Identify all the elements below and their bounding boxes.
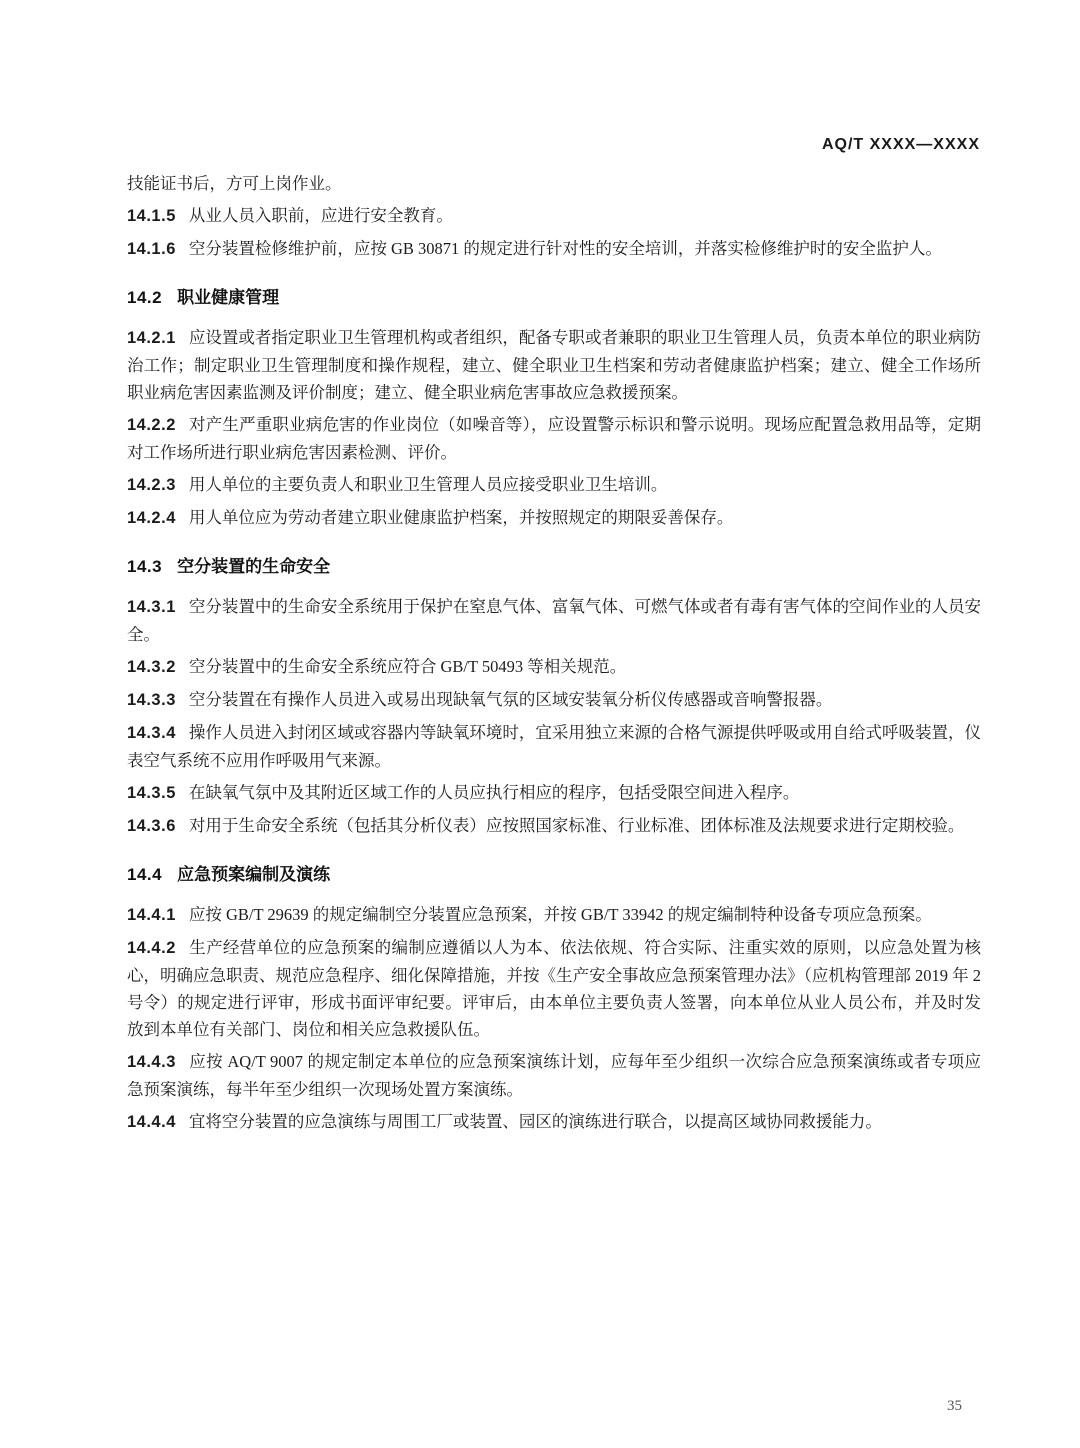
clause-text: 空分装置中的生命安全系统应符合 GB/T 50493 等相关规范。 <box>188 657 627 676</box>
clause-paragraph <box>127 471 981 499</box>
clause-paragraph <box>127 812 981 840</box>
clause-text: 应急预案编制及演练 <box>177 865 331 884</box>
clause-text: 应按 GB/T 29639 的规定编制空分装置应急预案，并按 GB/T 33942 的规定编制特种设备专项应急预案。 <box>188 905 932 924</box>
section-heading <box>127 861 981 888</box>
clause-paragraph <box>127 593 981 648</box>
clause-paragraph <box>127 411 981 466</box>
clause-paragraph <box>127 686 981 714</box>
continuation-paragraph <box>127 170 981 197</box>
clause-text: 从业人员入职前，应进行安全教育。 <box>188 206 453 225</box>
clause-paragraph <box>127 202 981 230</box>
clause-number: 14.3 <box>127 557 163 576</box>
clause-text: 职业健康管理 <box>177 288 280 307</box>
clause-paragraph <box>127 719 981 774</box>
clause-text: 用人单位应为劳动者建立职业健康监护档案，并按照规定的期限妥善保存。 <box>188 508 734 527</box>
clause-number: 14.3.3 <box>127 691 176 709</box>
clause-number: 14.2.1 <box>127 329 176 347</box>
clause-number: 14.4.2 <box>127 939 176 957</box>
clause-paragraph <box>127 934 981 1043</box>
clause-paragraph <box>127 653 981 681</box>
clause-number: 14.2.3 <box>127 476 176 494</box>
clause-number: 14.3.4 <box>127 724 176 742</box>
document-body <box>127 170 981 1141</box>
clause-text: 用人单位的主要负责人和职业卫生管理人员应接受职业卫生培训。 <box>188 475 668 494</box>
clause-paragraph <box>127 779 981 807</box>
clause-text: 空分装置在有操作人员进入或易出现缺氧气氛的区域安装氧分析仪传感器或音响警报器。 <box>188 690 833 709</box>
clause-text: 空分装置中的生命安全系统用于保护在窒息气体、富氧气体、可燃气体或者有毒有害气体的空间作业的人员安全。 <box>127 597 981 644</box>
clause-number: 14.3.6 <box>127 817 176 835</box>
clause-number: 14.2.2 <box>127 416 176 434</box>
clause-number: 14.4.4 <box>127 1113 176 1131</box>
doc-code-header: AQ/T XXXX—XXXX <box>821 136 980 153</box>
clause-number: 14.3.2 <box>127 658 176 676</box>
clause-number: 14.3.5 <box>127 784 176 802</box>
clause-text: 应设置或者指定职业卫生管理机构或者组织，配备专职或者兼职的职业卫生管理人员，负责本单位的职业病防治工作；制定职业卫生管理制度和操作规程，建立、健全职业卫生档案和劳动者健康监护档案；建立、健全工作场所职业病危害因素监测及评价制度；建立、健全职业病危害事故应急救援预案。 <box>127 328 981 402</box>
clause-paragraph <box>127 235 981 263</box>
clause-text: 宜将空分装置的应急演练与周围工厂或装置、园区的演练进行联合，以提高区域协同救援能力。 <box>188 1112 882 1131</box>
clause-text: 空分装置检修维护前，应按 GB 30871 的规定进行针对性的安全培训，并落实检修维护时的安全监护人。 <box>188 239 942 258</box>
clause-number: 14.1.6 <box>127 240 176 258</box>
clause-number: 14.4.1 <box>127 906 176 924</box>
clause-number: 14.4 <box>127 865 163 884</box>
clause-paragraph <box>127 324 981 406</box>
clause-paragraph <box>127 1048 981 1103</box>
section-heading <box>127 284 981 311</box>
clause-number: 14.1.5 <box>127 207 176 225</box>
clause-text: 生产经营单位的应急预案的编制应遵循以人为本、依法依规、符合实际、注重实效的原则，以应急处置为核心，明确应急职责、规范应急程序、细化保障措施，并按《生产安全事故应急预案管理办法》（应机构管理部 2019 年 2 号令）的规定进行评审，形成书面评审纪要。评审后，由本单位主要负责人签署，向本单位从业人员公布，并及时发放到本单位有关部门、岗位和相关应急救援队伍。 <box>127 938 981 1039</box>
clause-text: 对产生严重职业病危害的作业岗位（如噪音等），应设置警示标识和警示说明。现场应配置急救用品等，定期对工作场所进行职业病危害因素检测、评价。 <box>127 415 981 462</box>
clause-paragraph <box>127 504 981 532</box>
clause-text: 操作人员进入封闭区域或容器内等缺氧环境时，宜采用独立来源的合格气源提供呼吸或用自给式呼吸装置，仪表空气系统不应用作呼吸用气来源。 <box>127 723 981 770</box>
clause-number: 14.3.1 <box>127 598 176 616</box>
clause-text: 技能证书后，方可上岗作业。 <box>127 174 342 193</box>
clause-text: 对用于生命安全系统（包括其分析仪表）应按照国家标准、行业标准、团体标准及法规要求进行定期校验。 <box>188 816 965 835</box>
clause-number: 14.2.4 <box>127 509 176 527</box>
clause-number: 14.4.3 <box>127 1053 176 1071</box>
clause-paragraph <box>127 901 981 929</box>
clause-text: 在缺氧气氛中及其附近区域工作的人员应执行相应的程序，包括受限空间进入程序。 <box>188 783 800 802</box>
clause-paragraph <box>127 1108 981 1136</box>
section-heading <box>127 553 981 580</box>
clause-number: 14.2 <box>127 288 163 307</box>
clause-text: 空分装置的生命安全 <box>177 557 331 576</box>
clause-text: 应按 AQ/T 9007 的规定制定本单位的应急预案演练计划，应每年至少组织一次综合应急预案演练或者专项应急预案演练，每半年至少组织一次现场处置方案演练。 <box>127 1052 981 1099</box>
page-number: 35 <box>947 1398 962 1414</box>
